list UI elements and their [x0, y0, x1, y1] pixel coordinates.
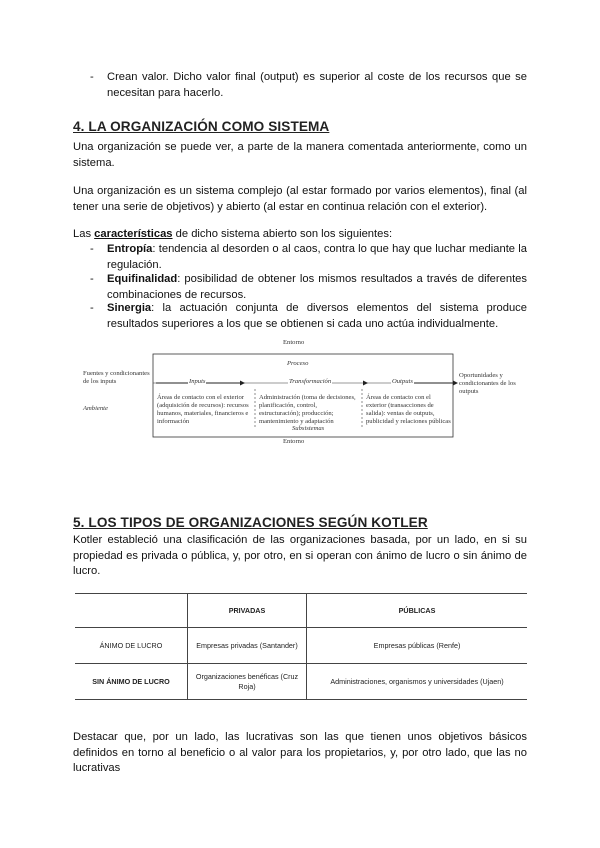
- characteristic-description: : la actuación conjunta de diversos elementos del sistema produce resultados superiores a los que se obtienen si cada uno actúa individualmente.: [107, 302, 527, 330]
- cell-publicas-lucro: Empresas públicas (Renfe): [307, 628, 528, 664]
- ambiente-label: Ambiente: [83, 405, 108, 412]
- table-row: [75, 664, 527, 700]
- transform-arrowhead: [363, 381, 368, 386]
- characteristic-term: Entropía: [107, 243, 153, 255]
- inputs-column-text: Áreas de contacto con el exterior (adquisición de recursos): recursos humanos, materiales, financieros e información: [157, 394, 249, 425]
- organization-system-diagram: [80, 337, 525, 477]
- subsistemas-label: Subsistemas: [292, 425, 325, 432]
- entorno-bottom-label: Entorno: [283, 438, 305, 445]
- section-5-heading: 5. LOS TIPOS DE ORGANIZACIONES SEGÚN KOTLER: [73, 515, 428, 530]
- bullet-marker: -: [90, 243, 94, 255]
- characteristic-description: : posibilidad de obtener los mismos resultados a través de diferentes combinaciones de recursos.: [107, 273, 527, 301]
- characteristic-entropia: [107, 242, 527, 273]
- cell-privadas-lucro: Empresas privadas (Santander): [188, 628, 307, 664]
- cell-privadas-sin-lucro: Organizaciones benéficas (Cruz Roja): [188, 664, 307, 700]
- characteristics-keyword: características: [94, 228, 173, 240]
- column-header-privadas: PRIVADAS: [188, 594, 307, 628]
- inputs-label: Inputs: [189, 378, 206, 385]
- column-header-publicas: PÚBLICAS: [307, 594, 528, 628]
- table-header-row: [75, 594, 527, 628]
- proceso-label: Proceso: [287, 360, 309, 367]
- outputs-label: Outputs: [392, 378, 413, 385]
- row-label-animo-de-lucro: ÁNIMO DE LUCRO: [75, 628, 188, 664]
- characteristic-equifinalidad: [107, 272, 527, 303]
- section-4-paragraph-1: Una organización se puede ver, a parte de la manera comentada anteriormente, como un sistema.: [73, 141, 527, 169]
- characteristic-description: : tendencia al desorden o al caos, contra lo que hay que luchar mediante la regulación.: [107, 243, 527, 271]
- section-4-heading: 4. LA ORGANIZACIÓN COMO SISTEMA: [73, 119, 330, 134]
- characteristics-intro: [73, 227, 527, 243]
- row-label-sin-animo-de-lucro: SIN ÁNIMO DE LUCRO: [75, 664, 188, 700]
- cell-publicas-sin-lucro: Administraciones, organismos y universidades (Ujaen): [307, 664, 528, 700]
- output-arrowhead: [453, 381, 458, 386]
- characteristic-term: Sinergia: [107, 302, 152, 314]
- inputs-sources-label: Fuentes y condicionantes de los inputs: [83, 370, 150, 385]
- table-corner-cell: [75, 594, 188, 628]
- intro-bullet-text: Crean valor. Dicho valor final (output) es superior al coste de los recursos que se necesitan para hacerlo.: [107, 71, 527, 99]
- transformation-column-text: Administración (toma de decisiones, planificación, control, estructuración); producción; mantenimiento y adaptación: [259, 394, 356, 425]
- entorno-top-label: Entorno: [283, 339, 305, 346]
- characteristic-sinergia: [107, 301, 527, 332]
- section-5-paragraph-1: Kotler estableció una clasificación de las organizaciones basada, por un lado, en si su propiedad es privada o pública, y, por otro, en si operan con ánimo de lucro o sin ánimo de lucro.: [73, 534, 527, 577]
- bullet-marker: -: [90, 71, 94, 83]
- input-arrowhead: [240, 381, 245, 386]
- characteristics-intro-pre: Las: [73, 228, 95, 240]
- section-5-paragraph-2: Destacar que, por un lado, las lucrativas son las que tienen unos objetivos básicos definidos en torno al beneficio o al valor para los propietarios, y, por otro lado, que las no lucrativas: [73, 731, 527, 774]
- transformacion-label: Transformación: [289, 378, 332, 385]
- table-row: [75, 628, 527, 664]
- bullet-marker: -: [90, 302, 94, 314]
- outputs-opportunities-label: Oportunidades y condicionantes de los outputs: [459, 372, 516, 395]
- characteristic-term: Equifinalidad: [107, 273, 178, 285]
- outputs-column-text: Áreas de contacto con el exterior (transacciones de salida): ventas de outputs, publicidad y relaciones públicas: [366, 394, 451, 425]
- section-4-paragraph-2: Una organización es un sistema complejo (al estar formado por varios elementos), final (al tener una serie de objetivos) y abierto (al estar en continua relación con el exterior).: [73, 185, 527, 213]
- bullet-marker: -: [90, 273, 94, 285]
- kotler-classification-table: [75, 593, 527, 700]
- characteristics-intro-post: de dicho sistema abierto son los siguientes:: [172, 228, 393, 240]
